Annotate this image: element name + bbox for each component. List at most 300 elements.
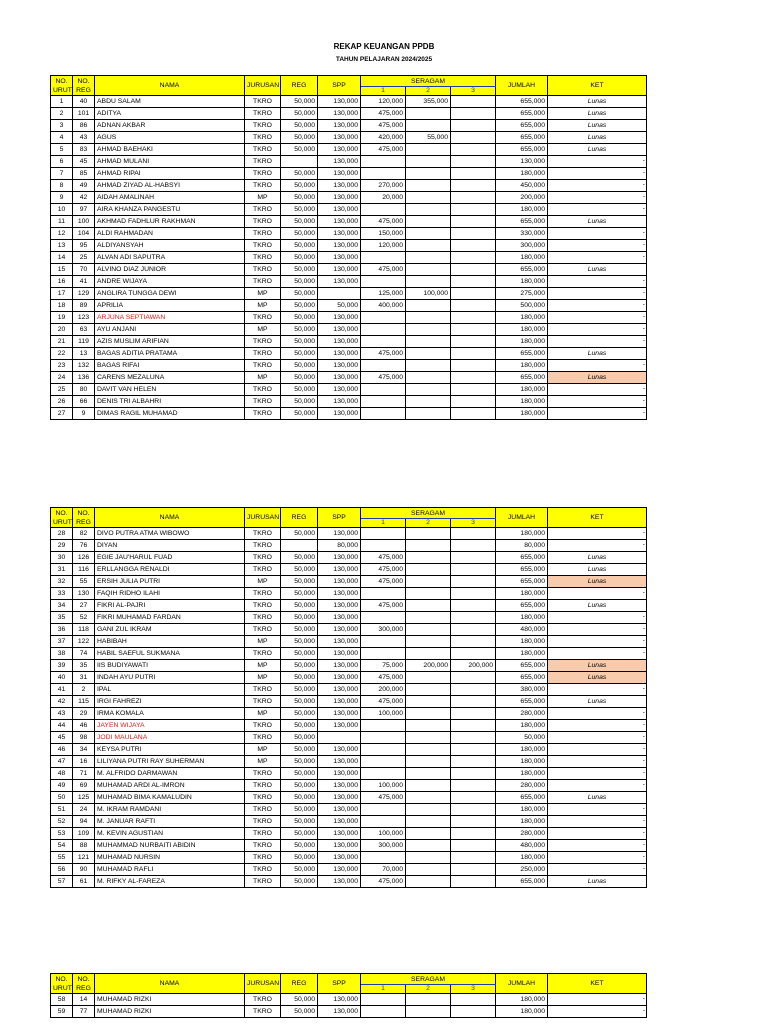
cell-no-reg: 45 — [73, 156, 95, 168]
cell-ket — [548, 804, 647, 816]
cell-seragam-2 — [406, 816, 451, 828]
cell-jurusan: MP — [245, 324, 281, 336]
cell-ket — [548, 408, 647, 420]
cell-seragam-3 — [451, 408, 496, 420]
cell-seragam-1: 475,000 — [361, 792, 406, 804]
table-row — [51, 588, 647, 600]
cell-seragam-2 — [406, 576, 451, 588]
cell-no-reg: 70 — [73, 264, 95, 276]
cell-seragam-3 — [451, 132, 496, 144]
cell-spp: 130,000 — [318, 804, 361, 816]
cell-no-reg: 16 — [73, 756, 95, 768]
table-row — [51, 552, 647, 564]
cell-no-urut: 19 — [51, 312, 73, 324]
rekap-table — [50, 973, 647, 1018]
cell-reg: 50,000 — [281, 528, 318, 540]
cell-seragam-1: 475,000 — [361, 264, 406, 276]
cell-seragam-1 — [361, 852, 406, 864]
cell-nama: MUHAMMAD NURBAITI ABIDIN — [95, 840, 245, 852]
cell-jurusan: TKRO — [245, 408, 281, 420]
table-row — [51, 612, 647, 624]
table-row — [51, 540, 647, 552]
cell-spp: 130,000 — [318, 600, 361, 612]
cell-reg: 50,000 — [281, 744, 318, 756]
cell-no-urut: 38 — [51, 648, 73, 660]
cell-no-reg: 101 — [73, 108, 95, 120]
cell-jumlah: 280,000 — [496, 780, 548, 792]
cell-jumlah: 180,000 — [496, 312, 548, 324]
cell-reg: 50,000 — [281, 852, 318, 864]
cell-seragam-3 — [451, 276, 496, 288]
table-row — [51, 288, 647, 300]
cell-seragam-2 — [406, 552, 451, 564]
cell-seragam-2 — [406, 564, 451, 576]
ket-dash: - — [642, 169, 645, 176]
cell-ket — [548, 684, 647, 696]
cell-ket — [548, 780, 647, 792]
rekap-table — [50, 75, 647, 420]
header-spp: SPP — [318, 508, 361, 528]
cell-ket: Lunas — [548, 120, 647, 132]
cell-seragam-3 — [451, 540, 496, 552]
cell-seragam-3 — [451, 816, 496, 828]
table-row — [51, 396, 647, 408]
cell-jurusan: TKRO — [245, 564, 281, 576]
cell-ket — [548, 240, 647, 252]
cell-seragam-3 — [451, 864, 496, 876]
cell-seragam-1: 475,000 — [361, 876, 406, 888]
cell-seragam-3 — [451, 324, 496, 336]
cell-no-urut: 53 — [51, 828, 73, 840]
cell-jurusan: TKRO — [245, 876, 281, 888]
cell-ket — [548, 228, 647, 240]
cell-spp: 130,000 — [318, 264, 361, 276]
ket-dash: - — [642, 385, 645, 392]
cell-seragam-2 — [406, 864, 451, 876]
header-no-urut: NO. URUT — [51, 76, 73, 96]
cell-jurusan: MP — [245, 660, 281, 672]
cell-no-reg: 88 — [73, 840, 95, 852]
ket-dash: - — [642, 205, 645, 212]
cell-spp: 50,000 — [318, 300, 361, 312]
cell-nama: AHMAD BAEHAKI — [95, 144, 245, 156]
table-row — [51, 720, 647, 732]
cell-jumlah: 655,000 — [496, 564, 548, 576]
cell-reg: 50,000 — [281, 216, 318, 228]
cell-ket: Lunas — [548, 216, 647, 228]
header-seragam-2: 2 — [406, 985, 451, 994]
cell-ket: Lunas — [548, 876, 647, 888]
cell-seragam-1: 100,000 — [361, 828, 406, 840]
ket-dash: - — [642, 625, 645, 632]
cell-ket — [548, 756, 647, 768]
cell-reg: 50,000 — [281, 132, 318, 144]
cell-jumlah: 655,000 — [496, 576, 548, 588]
cell-reg: 50,000 — [281, 1006, 318, 1018]
cell-jumlah: 500,000 — [496, 300, 548, 312]
header-seragam: SERAGAM — [361, 974, 496, 985]
header-reg: REG — [281, 508, 318, 528]
cell-ket: Lunas — [548, 348, 647, 360]
cell-no-reg: 46 — [73, 720, 95, 732]
cell-nama: ALDI RAHMADAN — [95, 228, 245, 240]
cell-nama: FAQIH RIDHO ILAHI — [95, 588, 245, 600]
cell-seragam-1: 475,000 — [361, 216, 406, 228]
cell-seragam-1 — [361, 408, 406, 420]
table-row — [51, 852, 647, 864]
cell-reg: 50,000 — [281, 672, 318, 684]
cell-jurusan: TKRO — [245, 264, 281, 276]
cell-no-urut: 40 — [51, 672, 73, 684]
cell-seragam-2 — [406, 852, 451, 864]
cell-seragam-3 — [451, 312, 496, 324]
cell-jumlah: 180,000 — [496, 804, 548, 816]
cell-no-urut: 33 — [51, 588, 73, 600]
cell-nama: DIVO PUTRA ATMA WIBOWO — [95, 528, 245, 540]
header-nama: NAMA — [95, 974, 245, 994]
cell-spp: 130,000 — [318, 684, 361, 696]
table-row — [51, 348, 647, 360]
cell-seragam-2 — [406, 708, 451, 720]
header-seragam-2: 2 — [406, 519, 451, 528]
cell-nama: MUHAMAD RAFLI — [95, 864, 245, 876]
cell-spp: 130,000 — [318, 168, 361, 180]
cell-no-reg: 104 — [73, 228, 95, 240]
ket-dash: - — [642, 733, 645, 740]
cell-seragam-1: 475,000 — [361, 552, 406, 564]
cell-jurusan: TKRO — [245, 600, 281, 612]
cell-reg: 50,000 — [281, 828, 318, 840]
cell-seragam-1 — [361, 648, 406, 660]
cell-no-urut: 22 — [51, 348, 73, 360]
cell-jumlah: 180,000 — [496, 588, 548, 600]
cell-seragam-3 — [451, 744, 496, 756]
cell-seragam-3 — [451, 732, 496, 744]
table-row — [51, 204, 647, 216]
cell-seragam-2 — [406, 264, 451, 276]
cell-reg: 50,000 — [281, 768, 318, 780]
cell-seragam-1 — [361, 384, 406, 396]
cell-no-reg: 121 — [73, 852, 95, 864]
cell-jumlah: 655,000 — [496, 660, 548, 672]
cell-no-urut: 48 — [51, 768, 73, 780]
rekap-table — [50, 507, 647, 888]
cell-no-reg: 82 — [73, 528, 95, 540]
cell-no-urut: 10 — [51, 204, 73, 216]
cell-no-urut: 8 — [51, 180, 73, 192]
cell-nama: IRGI FAHREZI — [95, 696, 245, 708]
cell-ket — [548, 768, 647, 780]
cell-no-reg: 115 — [73, 696, 95, 708]
table-row — [51, 156, 647, 168]
cell-ket — [548, 288, 647, 300]
cell-no-reg: 61 — [73, 876, 95, 888]
cell-ket: Lunas — [548, 660, 647, 672]
cell-spp: 130,000 — [318, 336, 361, 348]
cell-nama: IPAL — [95, 684, 245, 696]
cell-spp — [318, 732, 361, 744]
cell-seragam-1 — [361, 312, 406, 324]
cell-jurusan: TKRO — [245, 720, 281, 732]
cell-seragam-3 — [451, 564, 496, 576]
cell-nama: DENIS TRI ALBAHRI — [95, 396, 245, 408]
cell-jumlah: 655,000 — [496, 120, 548, 132]
cell-no-urut: 34 — [51, 600, 73, 612]
table-row — [51, 252, 647, 264]
table-row — [51, 696, 647, 708]
cell-no-urut: 20 — [51, 324, 73, 336]
ket-dash: - — [642, 313, 645, 320]
header-spp: SPP — [318, 974, 361, 994]
cell-spp: 130,000 — [318, 1006, 361, 1018]
cell-seragam-2 — [406, 612, 451, 624]
cell-no-urut: 32 — [51, 576, 73, 588]
cell-seragam-3 — [451, 372, 496, 384]
cell-ket — [548, 840, 647, 852]
page-subtitle: TAHUN PELAJARAN 2024/2025 — [335, 56, 433, 63]
cell-seragam-2 — [406, 168, 451, 180]
cell-seragam-2 — [406, 372, 451, 384]
cell-jumlah: 180,000 — [496, 720, 548, 732]
cell-ket — [548, 168, 647, 180]
cell-no-urut: 21 — [51, 336, 73, 348]
cell-seragam-3 — [451, 528, 496, 540]
cell-seragam-1: 75,000 — [361, 660, 406, 672]
cell-seragam-1 — [361, 360, 406, 372]
cell-jurusan: MP — [245, 372, 281, 384]
cell-jurusan: TKRO — [245, 228, 281, 240]
cell-reg: 50,000 — [281, 648, 318, 660]
cell-no-urut: 3 — [51, 120, 73, 132]
cell-no-reg: 40 — [73, 96, 95, 108]
cell-no-reg: 74 — [73, 648, 95, 660]
cell-spp: 130,000 — [318, 96, 361, 108]
cell-seragam-2 — [406, 588, 451, 600]
cell-no-urut: 16 — [51, 276, 73, 288]
cell-ket: Lunas — [548, 552, 647, 564]
cell-seragam-3 — [451, 768, 496, 780]
table-row — [51, 804, 647, 816]
cell-seragam-3 — [451, 804, 496, 816]
cell-jurusan: TKRO — [245, 156, 281, 168]
cell-seragam-2 — [406, 528, 451, 540]
cell-spp — [318, 288, 361, 300]
cell-no-urut: 30 — [51, 552, 73, 564]
table-row — [51, 528, 647, 540]
cell-seragam-1 — [361, 540, 406, 552]
cell-seragam-2 — [406, 276, 451, 288]
cell-jurusan: TKRO — [245, 696, 281, 708]
cell-jumlah: 655,000 — [496, 264, 548, 276]
header-seragam-2: 2 — [406, 87, 451, 96]
cell-reg: 50,000 — [281, 288, 318, 300]
ket-dash: - — [642, 841, 645, 848]
table-row — [51, 264, 647, 276]
table-row — [51, 864, 647, 876]
cell-jurusan: TKRO — [245, 816, 281, 828]
cell-seragam-1: 475,000 — [361, 600, 406, 612]
cell-spp: 130,000 — [318, 372, 361, 384]
cell-seragam-1: 300,000 — [361, 840, 406, 852]
cell-no-urut: 54 — [51, 840, 73, 852]
cell-no-urut: 31 — [51, 564, 73, 576]
cell-jumlah: 180,000 — [496, 816, 548, 828]
cell-seragam-1: 120,000 — [361, 96, 406, 108]
cell-seragam-1 — [361, 720, 406, 732]
cell-nama: M. JANUAR RAFTI — [95, 816, 245, 828]
cell-jurusan: TKRO — [245, 804, 281, 816]
ket-dash: - — [642, 805, 645, 812]
cell-no-urut: 47 — [51, 756, 73, 768]
cell-no-urut: 41 — [51, 684, 73, 696]
cell-seragam-1 — [361, 336, 406, 348]
cell-seragam-3 — [451, 672, 496, 684]
cell-jumlah: 180,000 — [496, 252, 548, 264]
ket-dash: - — [642, 289, 645, 296]
cell-spp: 130,000 — [318, 384, 361, 396]
cell-seragam-2 — [406, 696, 451, 708]
table-row — [51, 744, 647, 756]
ket-dash: - — [642, 529, 645, 536]
cell-reg: 50,000 — [281, 876, 318, 888]
cell-seragam-2 — [406, 384, 451, 396]
cell-seragam-2 — [406, 648, 451, 660]
header-seragam-1: 1 — [361, 87, 406, 96]
cell-jumlah: 655,000 — [496, 552, 548, 564]
cell-ket: Lunas — [548, 264, 647, 276]
cell-reg: 50,000 — [281, 696, 318, 708]
cell-reg: 50,000 — [281, 312, 318, 324]
page-title: REKAP KEUANGAN PPDB — [333, 42, 435, 51]
cell-ket — [548, 384, 647, 396]
cell-no-reg: 100 — [73, 216, 95, 228]
cell-jumlah: 655,000 — [496, 672, 548, 684]
cell-no-urut: 46 — [51, 744, 73, 756]
cell-no-reg: 116 — [73, 564, 95, 576]
cell-ket — [548, 852, 647, 864]
table-row — [51, 684, 647, 696]
cell-seragam-2 — [406, 324, 451, 336]
cell-spp: 130,000 — [318, 876, 361, 888]
cell-reg: 50,000 — [281, 240, 318, 252]
cell-no-reg: 24 — [73, 804, 95, 816]
table-row — [51, 120, 647, 132]
cell-ket: Lunas — [548, 564, 647, 576]
cell-jurusan: TKRO — [245, 864, 281, 876]
table-row — [51, 732, 647, 744]
cell-seragam-3 — [451, 696, 496, 708]
cell-jumlah: 655,000 — [496, 792, 548, 804]
cell-seragam-2 — [406, 684, 451, 696]
table-row — [51, 708, 647, 720]
cell-no-reg: 25 — [73, 252, 95, 264]
cell-no-reg: 14 — [73, 994, 95, 1006]
cell-no-urut: 27 — [51, 408, 73, 420]
cell-seragam-1 — [361, 994, 406, 1006]
cell-seragam-2 — [406, 336, 451, 348]
ket-dash: - — [642, 685, 645, 692]
cell-seragam-1 — [361, 1006, 406, 1018]
cell-no-reg: 43 — [73, 132, 95, 144]
cell-seragam-1: 200,000 — [361, 684, 406, 696]
table-row — [51, 994, 647, 1006]
cell-seragam-2 — [406, 720, 451, 732]
cell-seragam-3 — [451, 708, 496, 720]
cell-no-reg: 118 — [73, 624, 95, 636]
cell-ket: Lunas — [548, 372, 647, 384]
cell-jumlah: 450,000 — [496, 180, 548, 192]
table-row — [51, 564, 647, 576]
cell-seragam-1: 475,000 — [361, 372, 406, 384]
cell-seragam-1: 100,000 — [361, 780, 406, 792]
cell-spp: 130,000 — [318, 252, 361, 264]
cell-ket — [548, 864, 647, 876]
cell-seragam-1: 475,000 — [361, 348, 406, 360]
cell-seragam-2 — [406, 636, 451, 648]
cell-seragam-3 — [451, 240, 496, 252]
cell-no-reg: 31 — [73, 672, 95, 684]
cell-seragam-2 — [406, 600, 451, 612]
ket-dash: - — [642, 781, 645, 788]
cell-reg: 50,000 — [281, 108, 318, 120]
cell-no-reg: 129 — [73, 288, 95, 300]
cell-seragam-1: 300,000 — [361, 624, 406, 636]
table-row — [51, 312, 647, 324]
cell-reg: 50,000 — [281, 720, 318, 732]
cell-seragam-1 — [361, 204, 406, 216]
cell-no-reg: 34 — [73, 744, 95, 756]
cell-jumlah: 655,000 — [496, 96, 548, 108]
cell-jumlah: 180,000 — [496, 384, 548, 396]
cell-seragam-2 — [406, 804, 451, 816]
cell-jumlah: 655,000 — [496, 696, 548, 708]
cell-spp: 80,000 — [318, 540, 361, 552]
cell-seragam-1: 420,000 — [361, 132, 406, 144]
ket-dash: - — [642, 757, 645, 764]
cell-seragam-3 — [451, 288, 496, 300]
cell-nama: LILIYANA PUTRI RAY SUHERMAN — [95, 756, 245, 768]
cell-reg: 50,000 — [281, 660, 318, 672]
cell-spp: 130,000 — [318, 612, 361, 624]
table-row — [51, 180, 647, 192]
cell-jurusan: TKRO — [245, 552, 281, 564]
cell-spp: 130,000 — [318, 994, 361, 1006]
cell-reg: 50,000 — [281, 864, 318, 876]
cell-seragam-3 — [451, 300, 496, 312]
cell-ket: Lunas — [548, 672, 647, 684]
cell-ket — [548, 360, 647, 372]
ket-dash: - — [642, 229, 645, 236]
cell-jurusan: TKRO — [245, 1006, 281, 1018]
cell-no-reg: 89 — [73, 300, 95, 312]
cell-spp: 130,000 — [318, 864, 361, 876]
cell-spp: 130,000 — [318, 564, 361, 576]
cell-seragam-3 — [451, 336, 496, 348]
cell-seragam-3 — [451, 840, 496, 852]
table-row — [51, 576, 647, 588]
cell-no-urut: 2 — [51, 108, 73, 120]
cell-jurusan: TKRO — [245, 120, 281, 132]
header-no-reg: NO. REG — [73, 508, 95, 528]
ket-dash: - — [642, 337, 645, 344]
cell-no-urut: 1 — [51, 96, 73, 108]
cell-ket — [548, 720, 647, 732]
cell-reg: 50,000 — [281, 264, 318, 276]
cell-jumlah: 180,000 — [496, 276, 548, 288]
cell-jumlah: 180,000 — [496, 408, 548, 420]
cell-spp: 130,000 — [318, 816, 361, 828]
cell-no-urut: 14 — [51, 252, 73, 264]
